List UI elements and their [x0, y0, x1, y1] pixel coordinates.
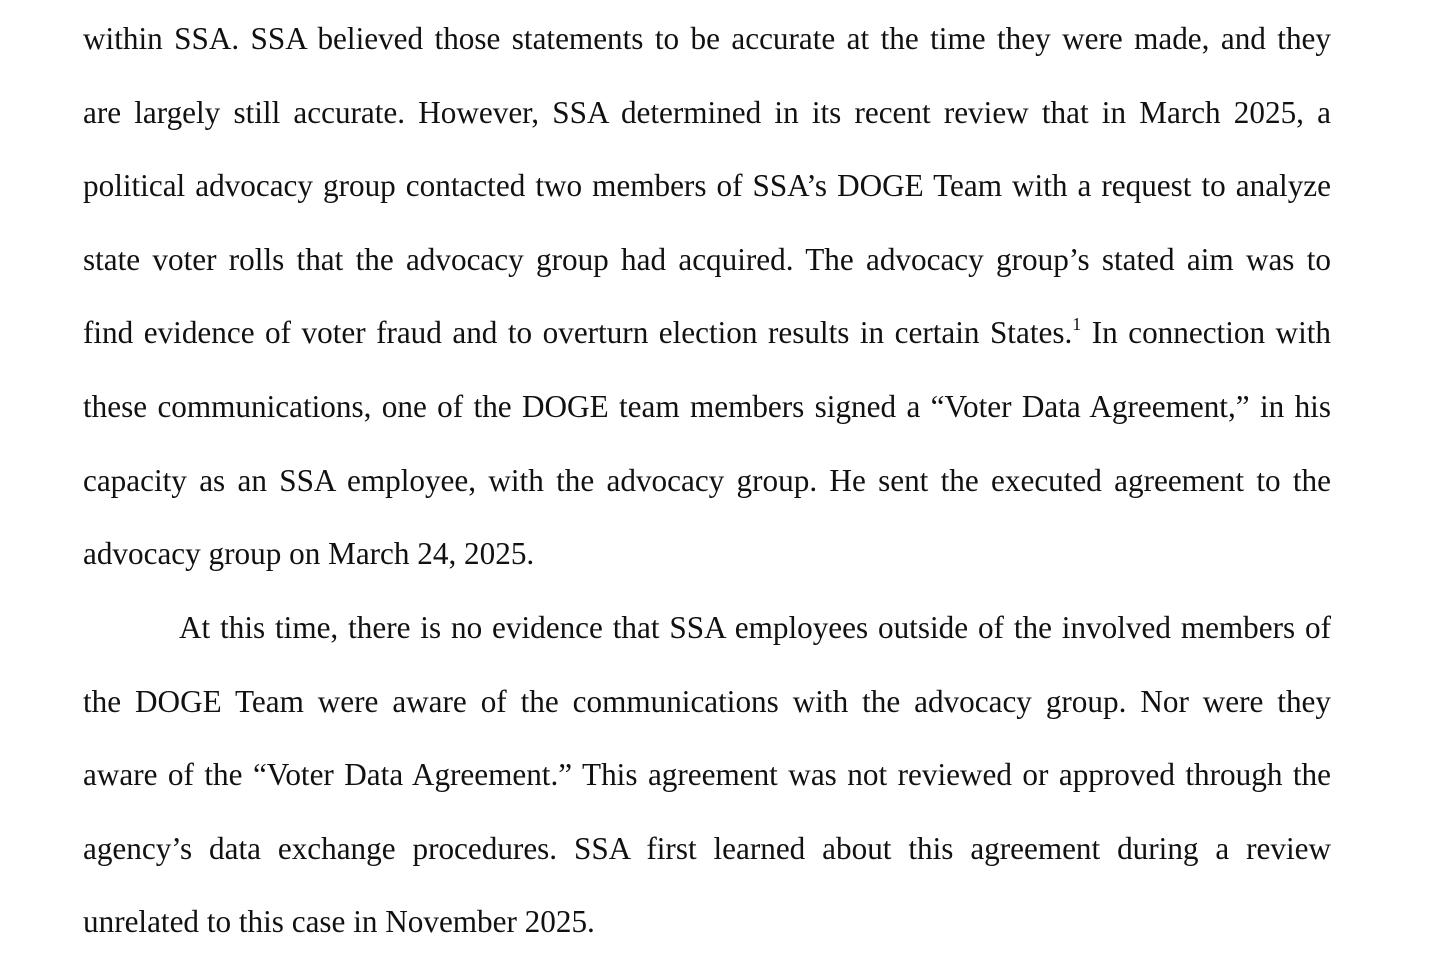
paragraph-1-line-2: are largely still accurate. However, SSA determined in its recent review that in March 2025, a	[83, 94, 1331, 130]
paragraph-2-line-5: unrelated to this case in November 2025.	[83, 904, 595, 940]
paragraph-2-line-2: the DOGE Team were aware of the communications with the advocacy group. Nor were they	[83, 683, 1331, 719]
paragraph-2-line-1: At this time, there is no evidence that SSA employees outside of the involved members of	[179, 610, 1331, 645]
paragraph-2	[83, 591, 1331, 959]
line-5-text-after-footnote: In connection with	[1081, 315, 1331, 351]
document-page	[83, 0, 1331, 970]
paragraph-1-line-4: state voter rolls that the advocacy group had acquired. The advocacy group’s stated aim was to	[83, 241, 1331, 277]
footnote-marker: 1	[1072, 314, 1082, 335]
paragraph-1-line-8: advocacy group on March 24, 2025.	[83, 536, 535, 572]
paragraph-1-line-6: these communications, one of the DOGE team members signed a “Voter Data Agreement,” in his	[83, 388, 1331, 424]
paragraph-2-line-3: aware of the “Voter Data Agreement.” This agreement was not reviewed or approved through the	[83, 757, 1331, 793]
paragraph-1-line-3: political advocacy group contacted two members of SSA’s DOGE Team with a request to analyze	[83, 168, 1331, 204]
paragraph-1	[83, 2, 1331, 591]
paragraph-1-line-1: within SSA. SSA believed those statements to be accurate at the time they were made, and they	[83, 21, 1331, 56]
line-5-text-before-footnote: find evidence of voter fraud and to overturn election results in certain States.	[83, 315, 1073, 351]
paragraph-1-line-5	[83, 296, 1331, 370]
paragraph-1-line-7: capacity as an SSA employee, with the advocacy group. He sent the executed agreement to the	[83, 462, 1331, 498]
paragraph-2-line-4: agency’s data exchange procedures. SSA first learned about this agreement during a review	[83, 830, 1331, 866]
